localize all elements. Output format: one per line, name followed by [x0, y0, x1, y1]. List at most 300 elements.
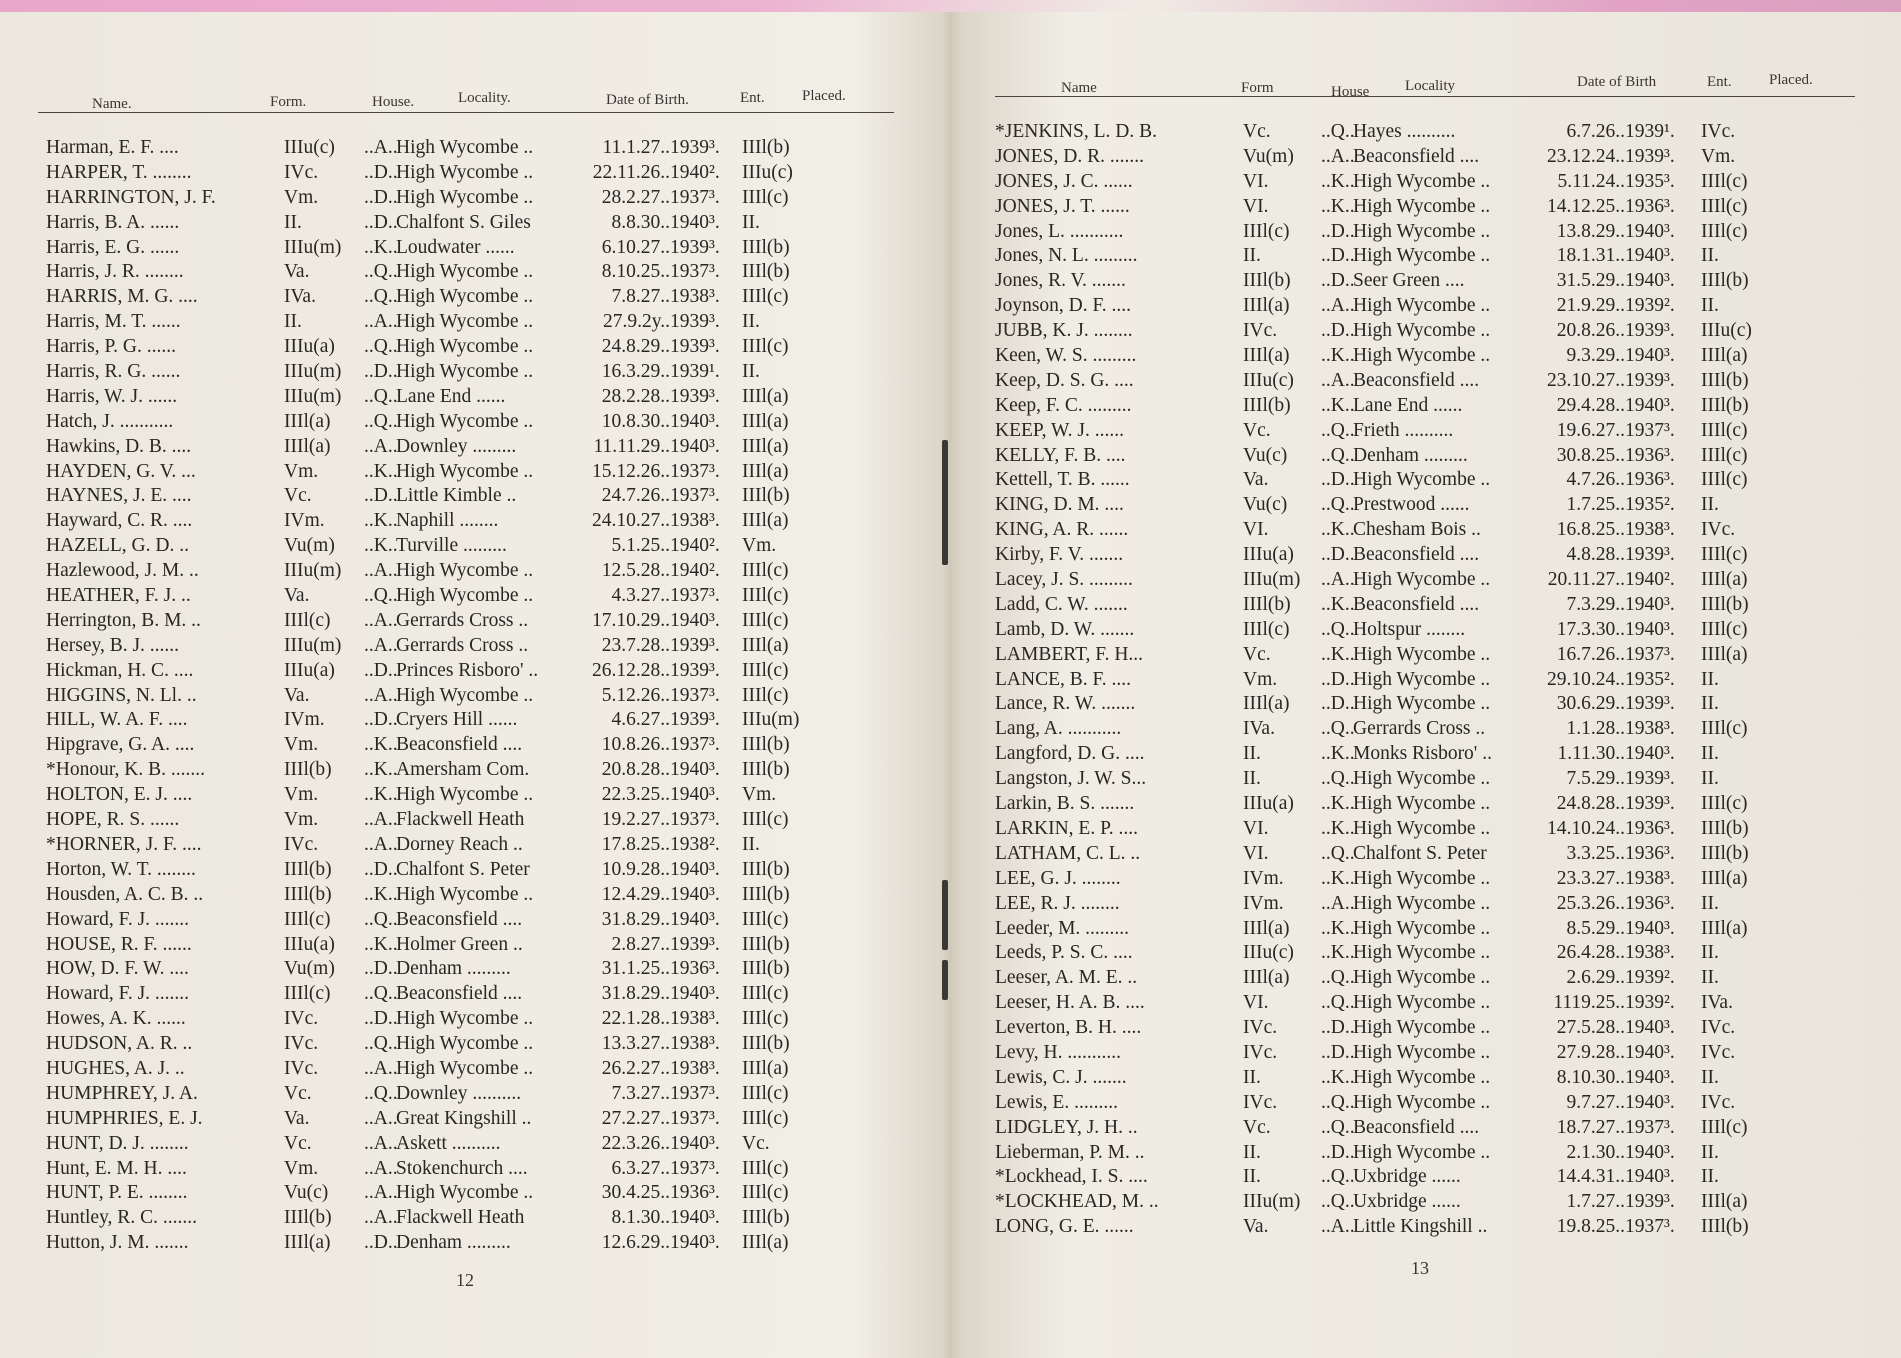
entry-placed: IIIl(a) [742, 1232, 789, 1254]
entry-date-of-birth: 28.2.28.. [601, 385, 670, 407]
entry-name: Lewis, E. ......... [995, 1091, 1118, 1113]
entry-name: HARRIS, M. G. .... [46, 286, 198, 308]
entry-date-of-birth: 27.9.28.. [1556, 1041, 1625, 1063]
entry-form: IVc. [284, 1008, 319, 1030]
entry-entered: 1937³. [670, 261, 720, 283]
entry-entered: 1938³. [670, 1008, 720, 1030]
entry-name: Ladd, C. W. ....... [995, 593, 1128, 615]
entry-form: Vu(m) [1243, 145, 1294, 167]
entry-form: VI. [1243, 992, 1269, 1014]
entry-form: Va. [284, 585, 310, 607]
entry-placed: IVc. [1701, 121, 1736, 142]
entry-date-of-birth: 30.8.25.. [1556, 444, 1625, 466]
entry-house: ..D.. [364, 858, 398, 880]
entry-name: Lamb, D. W. ....... [995, 618, 1135, 640]
entry-placed: II. [1701, 743, 1719, 765]
entry-locality: High Wycombe .. [1353, 320, 1491, 342]
entry-placed: II. [1701, 668, 1719, 690]
entry-entered: 1939². [1625, 967, 1675, 989]
entry-name: *HORNER, J. F. .... [46, 833, 202, 855]
entry-placed: IIIl(b) [1701, 1216, 1749, 1238]
entry-form: Vc. [284, 485, 312, 507]
entry-form: VI. [1243, 170, 1269, 192]
entry-house: ..Q.. [1321, 967, 1355, 989]
entry-date-of-birth: 27.5.28.. [1556, 1017, 1625, 1039]
entry-form: IIIl(c) [1243, 220, 1290, 242]
entry-form: IIIu(m) [284, 634, 342, 656]
entry-placed: IIIl(b) [742, 137, 790, 158]
entry-locality: Beaconsfield .... [1353, 544, 1480, 566]
entry-locality: Beaconsfield .... [396, 734, 523, 756]
entry-placed: II. [742, 833, 760, 855]
entry-placed: IIIl(c) [742, 1157, 789, 1179]
table-row [995, 1091, 1855, 1116]
table-row [995, 643, 1855, 668]
entry-name: *JENKINS, L. D. B. [995, 121, 1157, 142]
entry-locality: High Wycombe .. [396, 311, 534, 333]
entry-name: Hersey, B. J. ...... [46, 634, 180, 656]
table-row [38, 957, 894, 982]
entry-house: ..D.. [364, 958, 398, 980]
entry-placed: IIIl(a) [742, 410, 789, 432]
entry-house: ..K.. [1321, 743, 1355, 765]
entry-placed: IIIl(c) [742, 585, 789, 607]
entry-locality: Denham ......... [396, 1232, 511, 1254]
entry-house: ..Q.. [1321, 842, 1355, 864]
entry-entered: 1940³. [670, 858, 720, 880]
entry-locality: Uxbridge ...... [1353, 1166, 1461, 1188]
entry-date-of-birth: 22.11.26.. [592, 161, 670, 183]
entry-name: LARKIN, E. P. .... [995, 817, 1139, 839]
table-row [995, 1141, 1855, 1166]
table-row [995, 842, 1855, 867]
entry-name: Harris, P. G. ...... [46, 336, 176, 358]
entry-form: IIIu(m) [1243, 1191, 1301, 1213]
entry-name: Hawkins, D. B. .... [46, 435, 192, 457]
entry-entered: 1939³. [670, 137, 720, 158]
entry-entered: 1937³. [1625, 1216, 1675, 1238]
entry-form: IIIl(b) [284, 759, 332, 781]
entry-name: LATHAM, C. L. .. [995, 842, 1141, 864]
entry-form: Va. [1243, 469, 1269, 491]
entry-entered: 1940³. [1625, 1017, 1675, 1039]
entry-entered: 1936³. [1625, 892, 1675, 914]
entry-house: ..A.. [1321, 295, 1355, 317]
table-row [995, 1016, 1855, 1041]
entry-entered: 1940³. [670, 1207, 720, 1229]
entry-house: ..D.. [1321, 320, 1355, 342]
entry-house: ..D.. [364, 659, 398, 681]
entry-date-of-birth: 23.7.28.. [601, 634, 670, 656]
entry-house: ..D.. [1321, 1017, 1355, 1039]
entry-form: Vu(c) [284, 1182, 329, 1204]
entry-placed: IIIl(b) [742, 933, 790, 955]
entry-form: IVc. [1243, 320, 1278, 342]
entry-locality: Amersham Com. [396, 759, 530, 781]
header-name: Name. [92, 96, 132, 112]
entry-house: ..A.. [364, 1207, 398, 1229]
table-row [38, 260, 894, 285]
entry-locality: High Wycombe .. [1353, 793, 1491, 815]
entry-entered: 1940³. [1625, 618, 1675, 640]
table-row [38, 161, 894, 186]
entry-name: JONES, J. C. ...... [995, 170, 1133, 192]
entry-locality: Beaconsfield .... [396, 983, 523, 1005]
table-row [995, 195, 1855, 220]
entry-form: Va. [284, 684, 310, 706]
entry-entered: 1939³. [670, 709, 720, 731]
entry-name: Levy, H. ........... [995, 1041, 1122, 1063]
entry-placed: IIIu(c) [742, 161, 793, 183]
entry-entered: 1939¹. [670, 361, 720, 383]
table-row [38, 858, 894, 883]
header-ent: Ent. [1707, 74, 1732, 90]
entry-placed: IIIl(c) [1701, 1116, 1748, 1138]
entry-placed: IIIl(b) [1701, 593, 1749, 615]
entry-form: Va. [284, 1107, 310, 1129]
entry-form: IIIu(m) [284, 385, 342, 407]
entry-entered: 1940³. [670, 1232, 720, 1254]
table-row [38, 310, 894, 335]
entry-date-of-birth: 11.11.29.. [593, 435, 670, 457]
entry-form: IIIu(m) [1243, 569, 1301, 591]
entry-name: Lance, R. W. ....... [995, 693, 1136, 715]
entry-placed: IIIl(c) [742, 983, 789, 1005]
entry-placed: IIIl(b) [742, 759, 790, 781]
entry-form: IIIl(b) [284, 1207, 332, 1229]
entry-house: ..Q.. [1321, 992, 1355, 1014]
entry-house: ..D.. [364, 485, 398, 507]
entry-house: ..K.. [1321, 867, 1355, 889]
entry-placed: IVa. [1701, 992, 1733, 1014]
table-row [38, 1231, 894, 1256]
table-row [995, 145, 1855, 170]
entry-form: Vc. [284, 1082, 312, 1104]
table-row [38, 385, 894, 410]
entry-locality: High Wycombe .. [396, 410, 534, 432]
entry-name: HOW, D. F. W. .... [46, 958, 189, 980]
entry-name: Keep, F. C. ......... [995, 394, 1132, 416]
entry-house: ..Q.. [364, 983, 398, 1005]
page-number: 12 [456, 1270, 474, 1290]
entry-name: Huntley, R. C. ....... [46, 1207, 197, 1229]
entry-name: JONES, J. T. ...... [995, 195, 1130, 217]
entry-house: ..A.. [364, 634, 398, 656]
entry-date-of-birth: 28.2.27.. [601, 186, 670, 208]
entry-date-of-birth: 12.4.29.. [601, 883, 670, 905]
entry-date-of-birth: 30.4.25.. [601, 1182, 670, 1204]
table-row [995, 468, 1855, 493]
entry-house: ..D.. [364, 161, 398, 183]
entry-name: HIGGINS, N. Ll. .. [46, 684, 197, 706]
entry-entered: 1940². [1625, 569, 1675, 591]
entry-house: ..A.. [364, 137, 398, 158]
entry-locality: Beaconsfield .... [1353, 1116, 1480, 1138]
entry-entered: 1940³. [1625, 220, 1675, 242]
entry-date-of-birth: 8.10.25.. [601, 261, 670, 283]
entry-placed: IIIl(c) [1701, 793, 1748, 815]
entry-locality: High Wycombe .. [396, 560, 534, 582]
entry-form: IIIu(a) [284, 659, 335, 681]
entry-locality: High Wycombe .. [1353, 967, 1491, 989]
table-row [995, 1165, 1855, 1190]
entry-date-of-birth: 13.8.29.. [1556, 220, 1625, 242]
entry-entered: 1938³. [1625, 942, 1675, 964]
entry-name: HUNT, D. J. ........ [46, 1132, 189, 1154]
header-locality: Locality. [458, 90, 511, 106]
entry-locality: High Wycombe .. [1353, 195, 1491, 217]
entry-locality: High Wycombe .. [396, 460, 534, 482]
entry-placed: II. [1701, 892, 1719, 914]
entry-form: IIIl(b) [1243, 593, 1291, 615]
entry-house: ..Q.. [1321, 1191, 1355, 1213]
entry-form: IVm. [284, 510, 325, 532]
entry-name: KEEP, W. J. ...... [995, 419, 1124, 441]
entry-form: IIIu(c) [284, 137, 335, 158]
entry-name: Lacey, J. S. ......... [995, 569, 1133, 591]
entry-placed: II. [742, 211, 760, 233]
entry-form: IVc. [284, 161, 319, 183]
entry-entered: 1938³. [1625, 718, 1675, 740]
entry-date-of-birth: 23.3.27.. [1556, 867, 1625, 889]
entry-date-of-birth: 27.9.2y.. [603, 311, 670, 333]
entry-house: ..K.. [1321, 817, 1355, 839]
entry-name: Keen, W. S. ......... [995, 345, 1137, 367]
entry-house: ..K.. [364, 236, 398, 258]
header-form: Form. [270, 94, 307, 110]
header-placed: Placed. [1769, 72, 1813, 88]
entry-form: VI. [1243, 195, 1269, 217]
entry-form: Vm. [284, 784, 319, 806]
table-row [995, 120, 1855, 145]
entry-entered: 1936³. [670, 958, 720, 980]
entry-placed: IIIl(b) [742, 1033, 790, 1055]
entry-placed: IIIl(a) [1701, 643, 1748, 665]
entry-form: IIIl(b) [284, 883, 332, 905]
entry-date-of-birth: 17.10.29.. [592, 609, 670, 631]
entry-form: Vm. [284, 186, 319, 208]
column-header [38, 86, 894, 112]
entry-name: Langston, J. W. S... [995, 768, 1147, 790]
entry-placed: IIIl(c) [1701, 170, 1748, 192]
entry-name: Lang, A. ........... [995, 718, 1122, 740]
entry-placed: IIIl(c) [1701, 220, 1748, 242]
entry-placed: II. [1701, 1166, 1719, 1188]
entry-locality: Beaconsfield .... [1353, 145, 1480, 167]
entry-placed: IIIl(b) [1701, 817, 1749, 839]
header-house: House [1331, 84, 1370, 100]
entry-name: Leeser, H. A. B. .... [995, 992, 1145, 1014]
entry-date-of-birth: 24.8.28.. [1556, 793, 1625, 815]
table-row [38, 1107, 894, 1132]
register-list [38, 136, 894, 1256]
table-row [38, 1032, 894, 1057]
entry-locality: High Wycombe .. [1353, 1141, 1491, 1163]
entry-placed: IIIl(c) [1701, 718, 1748, 740]
entry-house: ..Q.. [1321, 1091, 1355, 1113]
entry-locality: Dorney Reach .. [396, 833, 523, 855]
entry-entered: 1940². [670, 560, 720, 582]
table-row [995, 444, 1855, 469]
header-form: Form [1241, 80, 1274, 96]
entry-locality: High Wycombe .. [396, 161, 534, 183]
entry-entered: 1935². [1625, 494, 1675, 516]
entry-locality: Naphill ........ [396, 510, 499, 532]
entry-placed: IIIl(a) [1701, 917, 1748, 939]
entry-house: ..A.. [364, 1107, 398, 1129]
entry-placed: IVc. [1701, 1091, 1736, 1113]
entry-name: Hayward, C. R. .... [46, 510, 193, 532]
entry-entered: 1937³. [670, 585, 720, 607]
entry-locality: High Wycombe .. [1353, 569, 1491, 591]
entry-name: Howard, F. J. ....... [46, 983, 190, 1005]
entry-placed: IVc. [1701, 1041, 1736, 1063]
entry-house: ..A.. [364, 1182, 398, 1204]
table-row [38, 285, 894, 310]
entry-entered: 1939³. [1625, 768, 1675, 790]
entry-house: ..K.. [364, 883, 398, 905]
entry-entered: 1939². [1625, 295, 1675, 317]
entry-name: Leeser, A. M. E. .. [995, 967, 1138, 989]
entry-locality: Little Kingshill .. [1353, 1216, 1488, 1238]
entry-entered: 1939³. [1625, 1191, 1675, 1213]
entry-locality: Flackwell Heath [396, 1207, 525, 1229]
table-row [38, 684, 894, 709]
entry-name: HAYDEN, G. V. ... [46, 460, 196, 482]
entry-form: IIIl(a) [1243, 345, 1290, 367]
entry-entered: 1939³. [670, 659, 720, 681]
entry-placed: IIIl(c) [742, 286, 789, 308]
table-row [38, 584, 894, 609]
entry-house: ..A.. [1321, 892, 1355, 914]
entry-entered: 1937³. [1625, 419, 1675, 441]
entry-date-of-birth: 6.10.27.. [601, 236, 670, 258]
entry-date-of-birth: 3.3.25.. [1566, 842, 1625, 864]
register-list [995, 120, 1855, 1240]
entry-house: ..A.. [364, 833, 398, 855]
entry-date-of-birth: 17.8.25.. [601, 833, 670, 855]
table-row [38, 833, 894, 858]
entry-locality: Prestwood ...... [1353, 494, 1470, 516]
entry-entered: 1937³. [670, 186, 720, 208]
entry-locality: High Wycombe .. [396, 585, 534, 607]
entry-entered: 1939³. [670, 236, 720, 258]
header-placed: Placed. [802, 88, 846, 104]
entry-locality: High Wycombe .. [1353, 1066, 1491, 1088]
entry-placed: IIIl(c) [742, 336, 789, 358]
entry-form: II. [1243, 743, 1261, 765]
entry-name: HOPE, R. S. ...... [46, 809, 180, 831]
entry-date-of-birth: 16.8.25.. [1556, 519, 1625, 541]
entry-locality: High Wycombe .. [1353, 469, 1491, 491]
entry-date-of-birth: 22.1.28.. [601, 1008, 670, 1030]
entry-placed: IIIl(a) [742, 634, 789, 656]
entry-entered: 1940³. [670, 435, 720, 457]
entry-house: ..D.. [364, 361, 398, 383]
entry-entered: 1938³. [670, 286, 720, 308]
entry-house: ..D.. [1321, 544, 1355, 566]
entry-placed: IIIl(b) [1701, 270, 1749, 292]
left-page [38, 0, 894, 1358]
entry-house: ..K.. [364, 933, 398, 955]
entry-placed: IIIl(b) [1701, 842, 1749, 864]
entry-date-of-birth: 13.3.27.. [601, 1033, 670, 1055]
entry-name: Leverton, B. H. .... [995, 1017, 1142, 1039]
entry-placed: IIIl(c) [742, 659, 789, 681]
entry-house: ..A.. [364, 1132, 398, 1154]
entry-locality: High Wycombe .. [1353, 220, 1491, 242]
entry-date-of-birth: 12.5.28.. [601, 560, 670, 582]
entry-form: Vc. [1243, 121, 1271, 142]
entry-locality: High Wycombe .. [396, 261, 534, 283]
entry-entered: 1935³. [1625, 170, 1675, 192]
entry-locality: High Wycombe .. [396, 784, 534, 806]
entry-placed: IIIl(a) [742, 1057, 789, 1079]
entry-date-of-birth: 8.5.29.. [1566, 917, 1625, 939]
table-row [38, 136, 894, 161]
entry-placed: IIIl(a) [1701, 569, 1748, 591]
entry-date-of-birth: 19.2.27.. [601, 809, 670, 831]
entry-locality: Denham ......... [396, 958, 511, 980]
entry-entered: 1939³. [1625, 369, 1675, 391]
entry-placed: IIIl(b) [742, 883, 790, 905]
entry-locality: Loudwater ...... [396, 236, 515, 258]
entry-date-of-birth: 7.5.29.. [1566, 768, 1625, 790]
entry-placed: IIIl(b) [1701, 394, 1749, 416]
table-row [38, 360, 894, 385]
entry-entered: 1940³. [670, 1132, 720, 1154]
entry-date-of-birth: 21.9.29.. [1556, 295, 1625, 317]
entry-house: ..A.. [364, 435, 398, 457]
entry-date-of-birth: 8.1.30.. [611, 1207, 670, 1229]
entry-name: KELLY, F. B. .... [995, 444, 1126, 466]
entry-entered: 1940³. [1625, 1091, 1675, 1113]
entry-locality: Seer Green .... [1353, 270, 1465, 292]
entry-house: ..K.. [364, 759, 398, 781]
entry-placed: IIIl(a) [1701, 1191, 1748, 1213]
table-row [995, 1116, 1855, 1141]
header-dob: Date of Birth [1577, 74, 1657, 90]
entry-form: IIIl(c) [284, 908, 331, 930]
entry-date-of-birth: 24.8.29.. [601, 336, 670, 358]
entry-date-of-birth: 14.10.24.. [1547, 817, 1625, 839]
entry-entered: 1940³. [1625, 1166, 1675, 1188]
entry-form: IVc. [284, 1033, 319, 1055]
entry-house: ..K.. [1321, 170, 1355, 192]
entry-name: Hipgrave, G. A. .... [46, 734, 195, 756]
entry-name: KING, D. M. .... [995, 494, 1124, 516]
entry-date-of-birth: 2.8.27.. [611, 933, 670, 955]
entry-date-of-birth: 1.11.30.. [1557, 743, 1625, 765]
entry-house: ..Q.. [1321, 1166, 1355, 1188]
entry-locality: High Wycombe .. [1353, 668, 1491, 690]
entry-name: Larkin, B. S. ....... [995, 793, 1135, 815]
entry-entered: 1939³. [1625, 145, 1675, 167]
entry-locality: High Wycombe .. [1353, 867, 1491, 889]
entry-form: II. [1243, 768, 1261, 790]
entry-form: IIIl(c) [1243, 618, 1290, 640]
entry-placed: IIIl(b) [742, 485, 790, 507]
entry-locality: High Wycombe .. [1353, 768, 1491, 790]
entry-placed: II. [1701, 1066, 1719, 1088]
entry-house: ..Q.. [1321, 121, 1355, 142]
table-row [995, 1215, 1855, 1240]
entry-house: ..Q.. [364, 286, 398, 308]
entry-form: Vu(c) [1243, 444, 1288, 466]
entry-name: KING, A. R. ...... [995, 519, 1129, 541]
entry-entered: 1939³. [670, 336, 720, 358]
entry-name: LONG, G. E. ...... [995, 1216, 1134, 1238]
